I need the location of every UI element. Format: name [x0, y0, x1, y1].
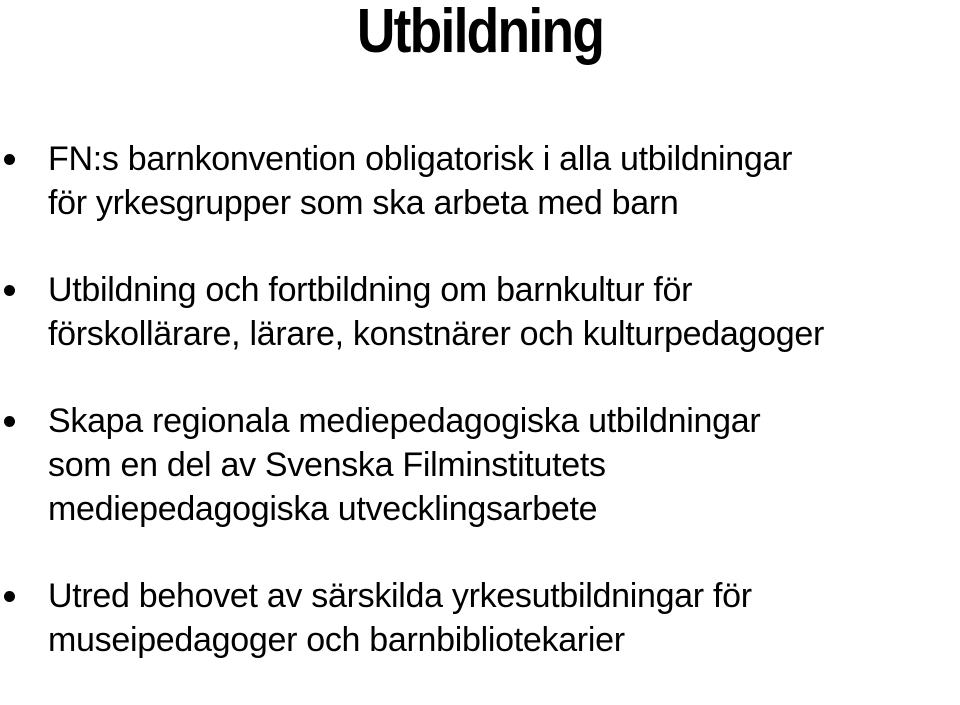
bullet-dot-icon: [4, 154, 15, 165]
bullet-item: [0, 268, 960, 356]
bullet-dot-icon: [4, 285, 15, 296]
bullet-text-line: FN:s barnkonvention obligatorisk i alla utbildningar: [48, 140, 793, 178]
bullet-list: [0, 137, 960, 705]
bullet-text-line: museipedagoger och barnbibliotekarier: [48, 621, 625, 659]
slide-title: Utbildning: [356, 0, 604, 66]
bullet-dot-icon: [4, 416, 15, 427]
bullet-item: [0, 399, 960, 531]
bullet-text-line: Skapa regionala mediepedagogiska utbildningar: [48, 402, 761, 440]
bullet-item: [0, 137, 960, 225]
bullet-text-line: för yrkesgrupper som ska arbeta med barn: [48, 184, 679, 222]
bullet-text-line: Utbildning och fortbildning om barnkultur för: [48, 271, 693, 309]
bullet-text-line: som en del av Svenska Filminstitutets: [48, 446, 606, 484]
bullet-item: [0, 574, 960, 662]
bullet-text-line: mediepedagogiska utvecklingsarbete: [48, 490, 598, 528]
bullet-dot-icon: [4, 591, 15, 602]
bullet-text-line: Utred behovet av särskilda yrkesutbildningar för: [48, 577, 752, 615]
bullet-text-line: förskollärare, lärare, konstnärer och kulturpedagoger: [48, 315, 824, 353]
